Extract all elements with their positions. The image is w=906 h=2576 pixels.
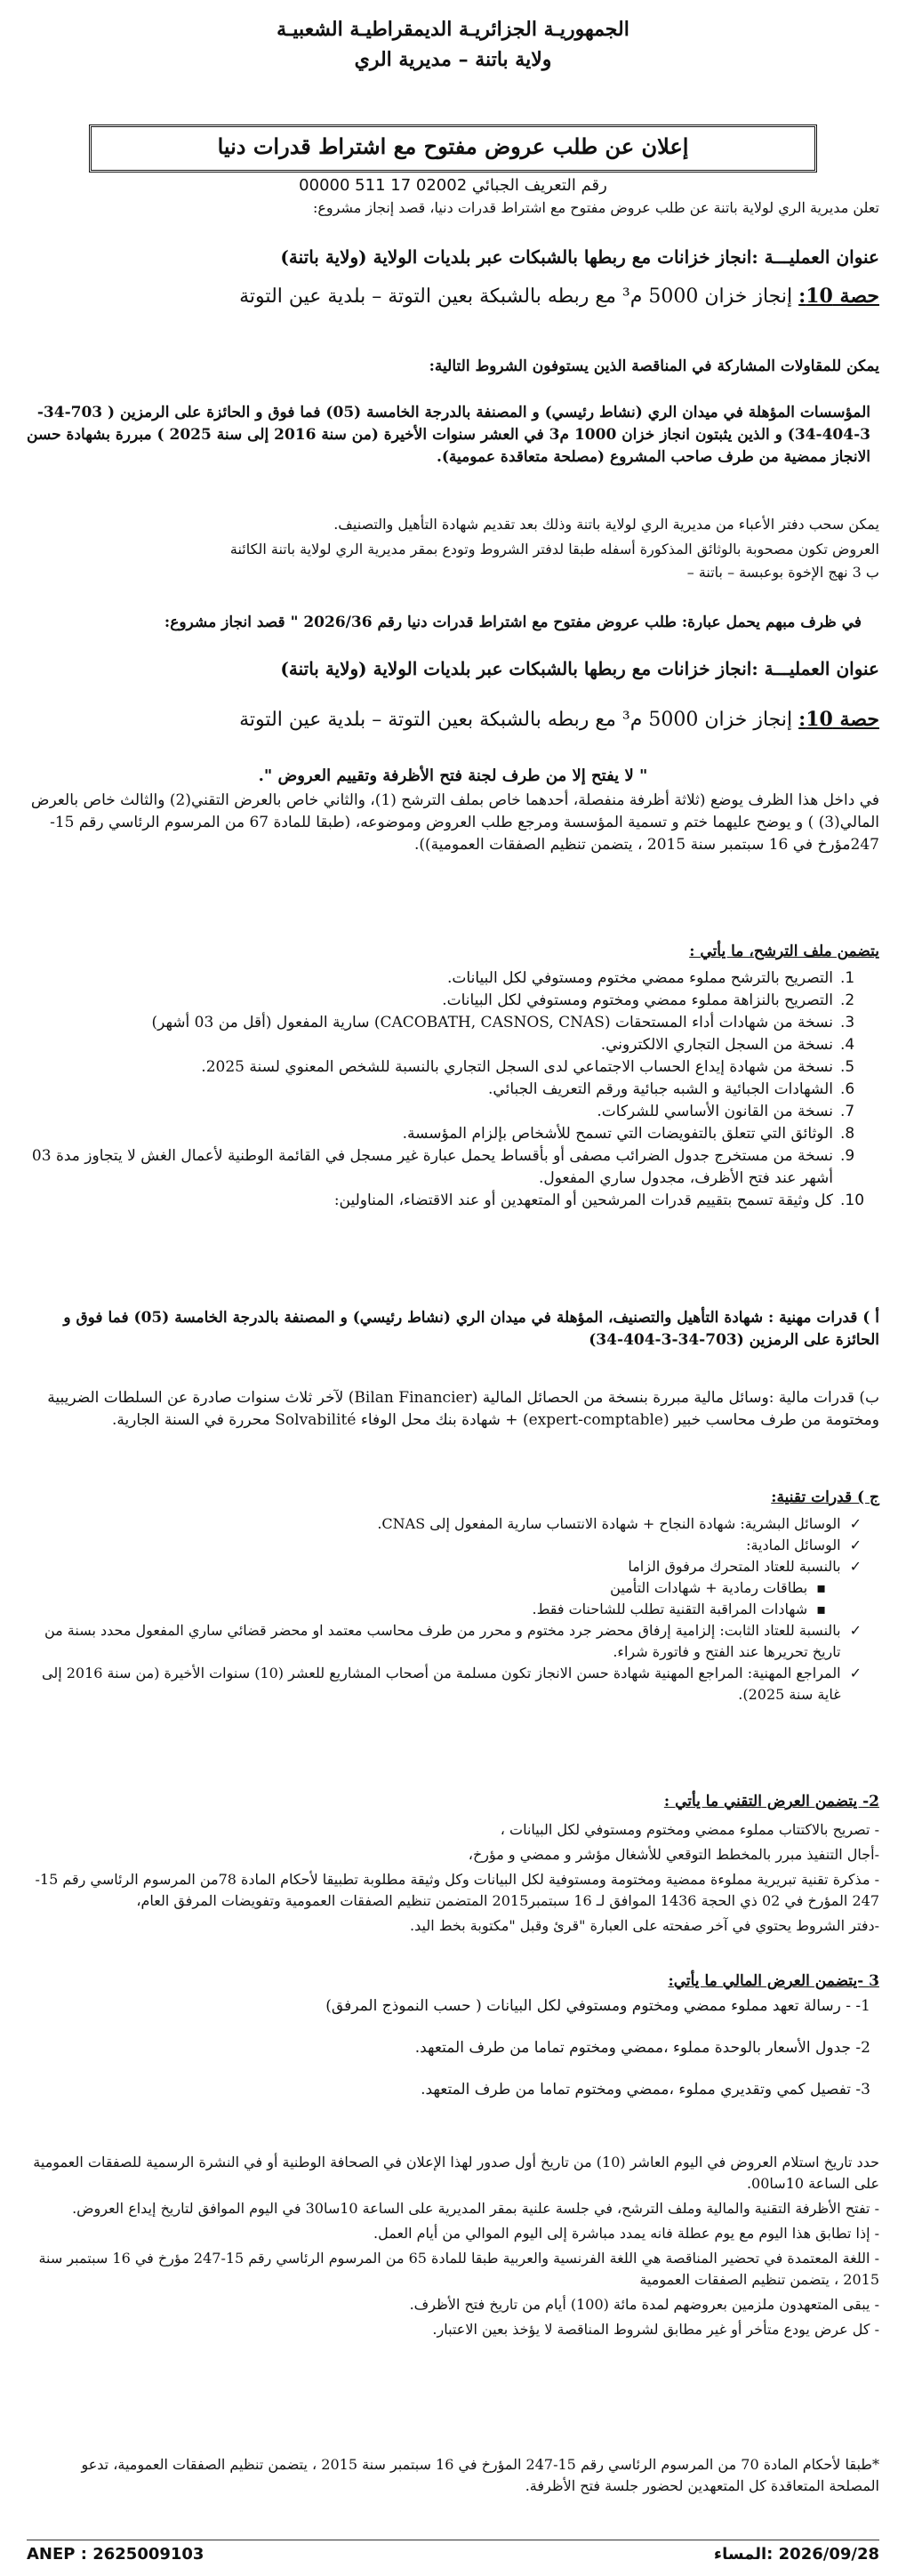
eligibility-intro: يمكن للمقاولات المشاركة في المناقصة الذين يستوفون الشروط التالية: <box>429 357 879 375</box>
publication-date: 2026/09/28 :المساء <box>713 2545 879 2564</box>
closing-condition-item: حدد تاريخ استلام العروض في اليوم العاشر (10) من تاريخ أول صدور لهذا الإعلان في الصحافة الوطنية أو في النشرة الرسمية للصفقات العمومية على الساعة 10سا00. <box>33 2154 879 2192</box>
candidacy-item-number: 4. <box>840 1036 855 1054</box>
technical-capacity-text: الوسائل المادية: <box>746 1537 841 1553</box>
candidacy-item-text: نسخة من شهادة إيداع الحساب الاجتماعي لدى السجل التجاري بالنسبة للشخص المعنوي لسنة 2025. <box>201 1058 833 1076</box>
closing-condition-item: - إذا تطابق هذا اليوم مع يوم عطلة فانه يمدد مباشرة إلى اليوم الموالي من أيام العمل. <box>373 2225 879 2242</box>
closing-condition-item: - يبقى المتعهدون ملزمين بعروضهم لمدة مائة (100) أيام من تاريخ فتح الأظرف. <box>409 2296 879 2313</box>
checkmark-icon: ✓ <box>849 1665 862 1681</box>
checkmark-icon: ✓ <box>849 1537 862 1553</box>
lot-label-2: حصة 10: <box>798 708 879 731</box>
technical-capacity-item <box>27 1663 862 1705</box>
candidacy-item-text: التصريح بالنزاهة مملوء ممضي ومختوم ومستوفي لكل البيانات. <box>442 991 833 1009</box>
candidacy-item-text: نسخة من القانون الأساسي للشركات. <box>597 1103 833 1120</box>
operation-title-2: عنوان العمليـــة :انجاز خزانات مع ربطها بالشبكات عبر بلديات الولاية (ولاية باتنة) <box>280 658 879 679</box>
candidacy-item-text: نسخة من مستخرج جدول الضرائب مصفى أو بأقساط يحمل عبارة غير مسجل في القائمة الوطنية لأعمال الغش لا يتجاوز مدة 03 أشهر عند فتح الأظرف، مجدول ساري المفعول. <box>31 1147 833 1187</box>
candidacy-item-text: نسخة من شهادات أداء المستحقات (CACOBATH, CASNOS, CNAS) سارية المفعول (أقل من 03 أشهر) <box>151 1014 833 1031</box>
closing-condition-item: - كل عرض يودع متأخر أو غير مطابق لشروط المناقصة لا يؤخذ بعين الاعتبار. <box>432 2321 879 2338</box>
candidacy-item-text: الوثائق التي تتعلق بالتفويضات التي تسمح للأشخاص بإلزام المؤسسة. <box>402 1125 833 1143</box>
final-note: *طبقا لأحكام المادة 70 من المرسوم الرئاسي رقم 15-247 المؤرخ في 16 سبتمبر سنة 2015 ، يتضمن تنظيم الصفقات العمومية، تدعو المصلحة المتعاقدة كل المتعهدين لحضور جلسة فتح الأظرفة. <box>81 2456 879 2494</box>
capacity-professional: أ ) قدرات مهنية : شهادة التأهيل والتصنيف، المؤهلة في ميدان الري (نشاط رئيسي) و المصنفة بالدرجة الخامسة (05) فما فوق و الحائزة على الرمزين (703-34-3-404-34) <box>63 1309 879 1349</box>
do-not-open-line: " لا يفتح إلا من طرف لجنة فتح الأظرفة وتقييم العروض ". <box>258 766 648 785</box>
candidacy-list <box>27 967 870 1212</box>
candidacy-item-number: 2. <box>840 991 855 1009</box>
closing-condition-item: - تفتح الأظرفة التقنية والمالية وملف الترشح، في جلسة علنية بمقر المديرية على الساعة 10سا30 في اليوم الموافق لتاريخ إيداع العروض. <box>72 2200 879 2217</box>
technical-offer-item: - تصريح بالاكتتاب مملوء ممضي ومختوم ومستوفي لكل البيانات ، <box>500 1821 879 1838</box>
checkmark-icon: ✓ <box>849 1558 862 1575</box>
candidacy-item <box>27 1101 870 1123</box>
candidacy-item-number: 3. <box>840 1014 855 1031</box>
technical-capacity-item <box>27 1620 862 1663</box>
lot-label: حصة 10: <box>798 285 879 308</box>
candidacy-item <box>27 990 870 1012</box>
candidacy-item-number: 8. <box>840 1125 855 1143</box>
candidacy-item-number: 7. <box>840 1103 855 1120</box>
checkmark-icon: ✓ <box>849 1515 862 1532</box>
technical-capacity-item <box>27 1513 862 1535</box>
technical-capacity-text: المراجع المهنية: المراجع المهنية شهادة حسن الانجاز تكون مسلمة من أصحاب المشاريع للعشر (10) سنوات الأخيرة (من سنة 2016 إلى غاية سنة 2025). <box>41 1665 841 1703</box>
technical-offer-item: -دفتر الشروط يحتوي في آخر صفحته على العبارة "قرئ وقبل "مكتوبة بخط اليد. <box>410 1917 879 1934</box>
candidacy-item <box>27 967 870 990</box>
technical-offer-item: -أجال التنفيذ مبرر بالمخطط التوقعي للأشغال مؤشر و ممضي و مؤرخ، <box>468 1846 879 1863</box>
candidacy-item <box>27 1145 870 1190</box>
technical-capacity-item <box>27 1556 862 1577</box>
anep-reference: ANEP : 2625009103 <box>27 2545 204 2564</box>
candidacy-item <box>27 1190 870 1212</box>
candidacy-heading: يتضمن ملف الترشح، ما يأتي : <box>689 943 879 960</box>
candidacy-item <box>27 1056 870 1079</box>
candidacy-item <box>27 1034 870 1056</box>
candidacy-item-number: 6. <box>840 1080 855 1098</box>
candidacy-item <box>27 1012 870 1034</box>
lot-line-2 <box>27 706 879 734</box>
technical-capacity-text: الوسائل البشرية: شهادة النجاح + شهادة الانتساب سارية المفعول إلى CNAS. <box>377 1515 841 1532</box>
candidacy-item-number: 9. <box>840 1147 855 1165</box>
closing-condition-item: - اللغة المعتمدة في تحضير المناقصة هي اللغة الفرنسية والعربية طبقا للمادة 65 من المرسوم الرئاسي رقم 15-247 مؤرخ في 16 سبتمبر سنة 2015 ، يتضمن تنظيم الصفقات العمومية <box>38 2250 879 2288</box>
republic-header: الجمهوريـة الجزائريـة الديمقراطيـة الشعبيـة <box>277 18 629 41</box>
technical-capacity-text: بطاقات رمادية + شهادات التأمين <box>610 1579 808 1596</box>
candidacy-item-number: 1. <box>840 969 855 987</box>
lot-line <box>27 283 879 310</box>
checkmark-icon: ✓ <box>849 1622 862 1639</box>
technical-capacity-text: بالنسبة للعتاد الثابت: إلزامية إرفاق محضر جرد مختوم و محرر من طرف محاسب معتمد او محضر قضائي ساري المفعول محدد بسنة من تاريخ تحريرها عند الفتح و فاتورة شراء. <box>44 1622 841 1660</box>
financial-offer-list <box>27 1995 870 2121</box>
wilaya-header: ولاية باتنة – مديرية الري <box>354 48 552 71</box>
technical-capacity-item <box>27 1535 862 1556</box>
financial-offer-item: 2- جدول الأسعار بالوحدة مملوء ،ممضي ومختوم تماما من طرف المتعهد. <box>414 2039 870 2057</box>
technical-capacity-item <box>27 1599 862 1620</box>
footer <box>27 2545 879 2572</box>
candidacy-item <box>27 1123 870 1145</box>
intro-text: تعلن مديرية الري لولاية باتنة عن طلب عروض مفتوح مع اشتراط قدرات دنيا، قصد إنجاز مشروع: <box>312 199 879 216</box>
technical-capacity-text: شهادات المراقبة التقنية تطلب للشاحنات فقط. <box>532 1601 808 1617</box>
withdraw-line-2: العروض تكون مصحوبة بالوثائق المذكورة أسفله طبقا لدفتر الشروط وتودع بمقر مديرية الري لولاية باتنة الكائنة <box>229 541 879 558</box>
square-bullet-icon: ▪ <box>816 1601 826 1617</box>
operation-title: عنوان العمليـــة :انجاز خزانات مع ربطها بالشبكات عبر بلديات الولاية (ولاية باتنة) <box>280 246 879 268</box>
square-bullet-icon: ▪ <box>816 1579 826 1596</box>
candidacy-item <box>27 1079 870 1101</box>
financial-offer-item: 3- تفصيل كمي وتقديري مملوء ،ممضي ومختوم تماما من طرف المتعهد. <box>421 2081 870 2099</box>
candidacy-item-number: 10. <box>840 1192 865 1209</box>
lot-text-2: إنجاز خزان 5000 م³ مع ربطه بالشبكة بعين التوتة – بلدية عين التوتة <box>239 709 793 731</box>
financial-offer-heading: 3 -يتضمن العرض المالي ما يأتي: <box>668 1972 879 1990</box>
technical-capacity-item <box>27 1577 862 1599</box>
technical-offer-list <box>27 1819 879 1940</box>
technical-capacity-text: بالنسبة للعتاد المتحرك مرفوق الزاما <box>628 1558 841 1575</box>
technical-capacity-list <box>27 1513 862 1705</box>
candidacy-item-text: التصريح بالترشح مملوء ممضي مختوم ومستوفي لكل البيانات. <box>447 969 833 987</box>
envelope-line: في ظرف مبهم يحمل عبارة: طلب عروض مفتوح مع اشتراط قدرات دنيا رقم 2026/36 " قصد انجاز مشروع: <box>164 614 862 631</box>
eligibility-body: المؤسسات المؤهلة في ميدان الري (نشاط رئيسي) و المصنفة بالدرجة الخامسة (05) فما فوق و الحائزة على الرمزين ( 703-34-3-404-34) و الذين يثبتون انجاز خزان 1000 م3 في العشر سنوات الأخيرة (من سنة 2016 إلى سنة 2025 ) مبررة بشهادة حسن الانجاز ممضية من طرف صاحب المشروع (مصلحة متعاقدة عمومية). <box>27 404 870 466</box>
candidacy-item-text: كل وثيقة تسمح بتقييم قدرات المرشحين أو المتعهدين أو عند الاقتضاء، المناولين: <box>333 1192 833 1209</box>
envelopes-body: في داخل هذا الظرف يوضع (ثلاثة أظرفة منفصلة، أحدهما خاص بملف الترشح (1)، والثاني خاص بالعرض التقني(2) والثالث خاص بالعرض المالي(3) ) و يوضح عليهما ختم و تسمية المؤسسة ومرجع طلب العروض وموضوعه، (طبقا للمادة 67 من المرسوم الرئاسي رقم 15-247مؤرخ في 16 سبتمبر سنة 2015 ، يتضمن تنظيم الصفقات العمومية)). <box>30 791 879 854</box>
candidacy-item-text: الشهادات الجبائية و الشبه جبائية ورقم التعريف الجبائي. <box>488 1080 833 1098</box>
announcement-title: إعلان عن طلب عروض مفتوح مع اشتراط قدرات دنيا <box>89 124 817 173</box>
candidacy-item-text: نسخة من السجل التجاري الالكتروني. <box>600 1036 833 1054</box>
closing-conditions <box>27 2152 879 2344</box>
lot-text: إنجاز خزان 5000 م³ مع ربطه بالشبكة بعين التوتة – بلدية عين التوتة <box>239 285 793 308</box>
withdraw-line-3: ب 3 نهج الإخوة بوعبسة – باتنة – <box>686 564 879 581</box>
capacity-technical-heading: ج ) قدرات تقنية: <box>771 1489 879 1506</box>
withdraw-line-1: يمكن سحب دفتر الأعباء من مديرية الري لولاية باتنة وذلك بعد تقديم شهادة التأهيل والتصنيف. <box>333 516 879 533</box>
candidacy-item-number: 5. <box>840 1058 855 1076</box>
tax-id: رقم التعريف الجبائي 02002 17 511 00000 <box>299 176 607 195</box>
technical-offer-heading: 2- يتضمن العرض التقني ما يأتي : <box>663 1793 879 1810</box>
capacity-financial: ب) قدرات مالية :وسائل مالية مبررة بنسخة من الحصائل المالية (Bilan Financier) لآخر ثلاث سنوات صادرة عن السلطات الضريبية ومختومة من طرف محاسب خبير (expert-comptable) + شهادة بنك محل الوفاء Solvabilité محررة في السنة الجارية. <box>47 1389 879 1429</box>
financial-offer-item: 1- - رسالة تعهد مملوء ممضي ومختوم ومستوفي لكل البيانات ( حسب النموذج المرفق) <box>325 1997 870 2015</box>
technical-offer-item: - مذكرة تقنية تبريرية مملوءة ممضية ومختومة ومستوفية لكل البيانات وكل وثيقة مطلوبة تطبيقا لأحكام المادة 78من المرسوم الرئاسي رقم 15-247 المؤرخ في 02 ذي الحجة 1436 الموافق لـ 16 سبتمبر2015 المتضمن تنظيم الصفقات العمومية وتفويضات المرفق العام، <box>35 1871 879 1909</box>
